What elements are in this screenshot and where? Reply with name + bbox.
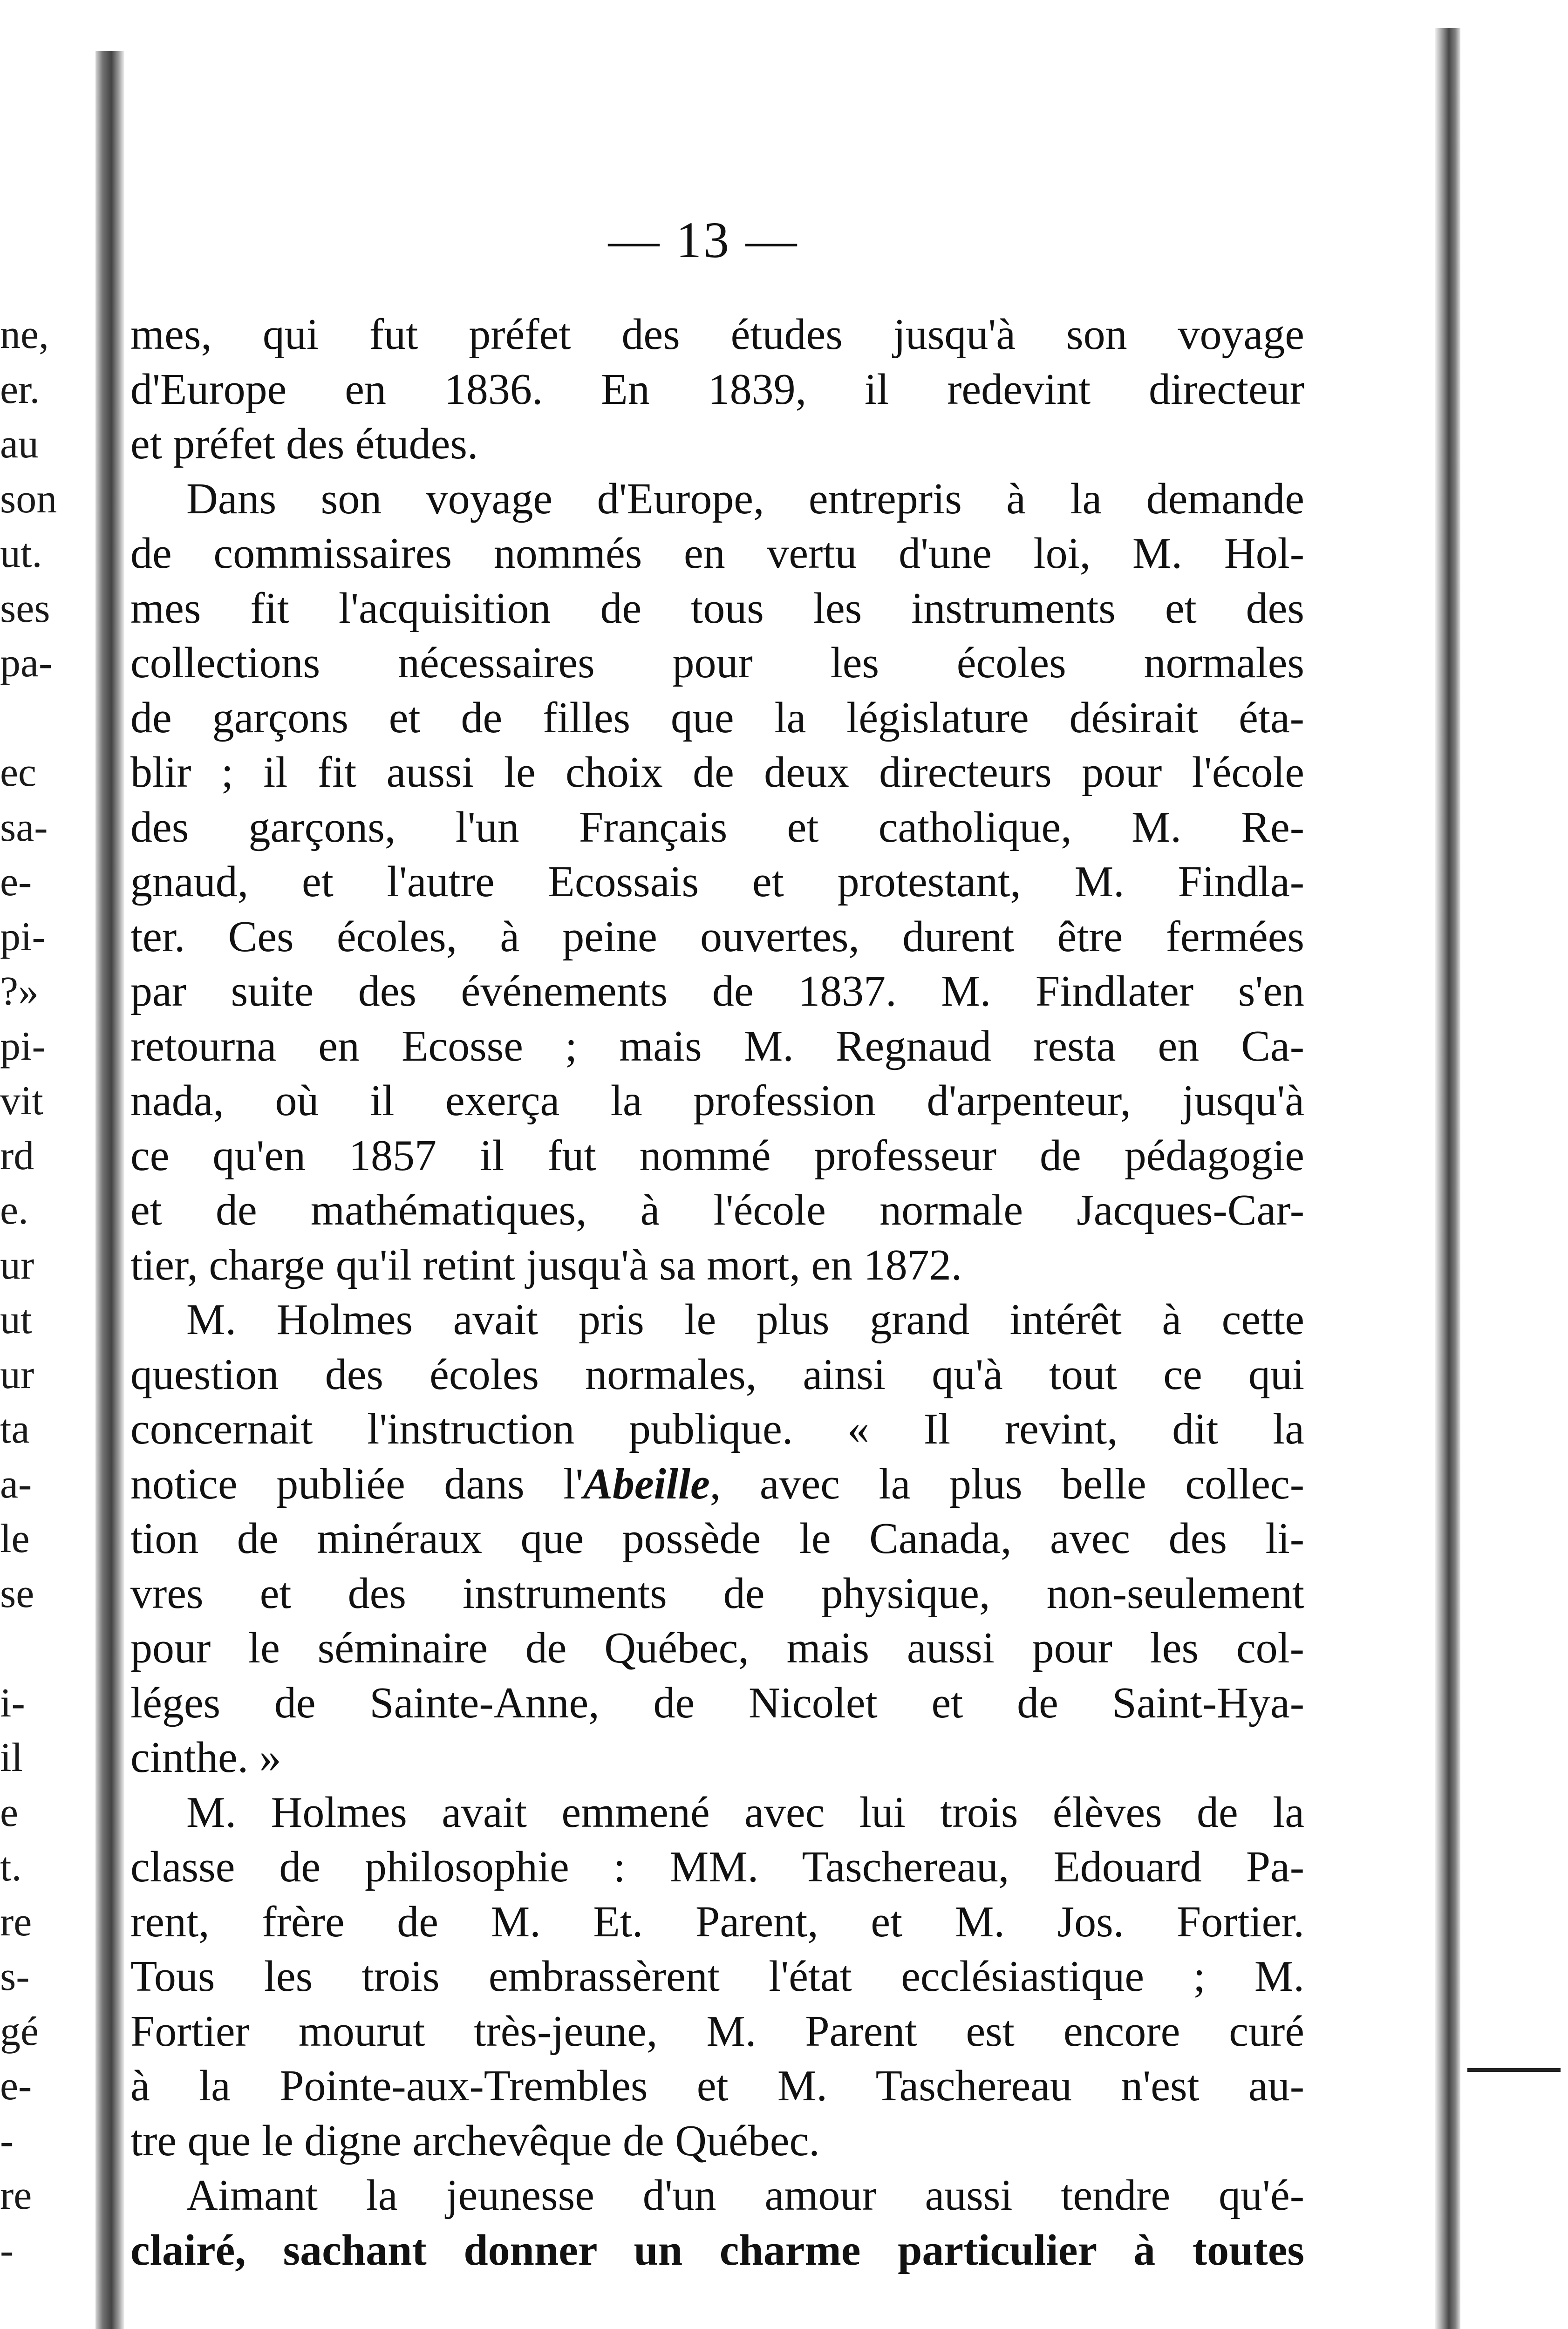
text-line: tion de minéraux que possède le Canada, avec des li-	[130, 1514, 1304, 1563]
text-line: mes, qui fut préfet des études jusqu'à son voyage	[130, 310, 1304, 359]
margin-fragment: -	[0, 2227, 14, 2273]
margin-fragment: pi-	[0, 1023, 46, 1069]
margin-fragment: e-	[0, 2063, 32, 2109]
text-line: mes fit l'acquisition de tous les instruments et des	[130, 584, 1304, 633]
text-line: question des écoles normales, ainsi qu'à tout ce qui	[130, 1350, 1304, 1399]
body-text	[130, 307, 1304, 2278]
margin-fragment: gé	[0, 2009, 39, 2054]
margin-fragment: ec	[0, 750, 37, 795]
margin-fragment: vit	[0, 1078, 43, 1124]
margin-fragment: le	[0, 1516, 30, 1561]
text-line: léges de Sainte-Anne, de Nicolet et de Saint-Hya-	[130, 1678, 1304, 1727]
margin-fragment: pa-	[0, 640, 53, 686]
margin-fragment: re	[0, 2173, 32, 2218]
text-line: tier, charge qu'il retint jusqu'à sa mort, en 1872.	[130, 1240, 962, 1289]
italic-title: Abeille	[583, 1459, 710, 1508]
margin-fragment: e.	[0, 1188, 29, 1233]
text-line: rent, frère de M. Et. Parent, et M. Jos. Fortier.	[130, 1897, 1304, 1946]
text-line: classe de philosophie : MM. Taschereau, Edouard Pa-	[130, 1843, 1304, 1891]
margin-fragment: il	[0, 1735, 23, 1780]
margin-fragment: sa-	[0, 804, 48, 850]
text-line: ter. Ces écoles, à peine ouvertes, durent être fermées	[130, 912, 1304, 961]
margin-fragment	[0, 691, 93, 746]
text-line: de commissaires nommés en vertu d'une loi, M. Hol-	[130, 529, 1304, 578]
margin-fragment: ut	[0, 1297, 32, 1342]
adjacent-page-margin-fragments	[0, 307, 93, 2278]
margin-fragment: ta	[0, 1407, 30, 1452]
margin-fragment: a-	[0, 1461, 32, 1507]
margin-fragment: ?»	[0, 969, 39, 1014]
margin-fragment: ur	[0, 1242, 34, 1288]
margin-fragment: son	[0, 476, 57, 522]
text-line: clairé, sachant donner un charme particulier à toutes	[130, 2226, 1304, 2275]
margin-fragment: ses	[0, 586, 50, 631]
text-line: des garçons, l'un Français et catholique, M. Re-	[130, 803, 1304, 851]
text-segment: notice publiée dans l'	[130, 1459, 584, 1508]
margin-fragment: -	[0, 2118, 14, 2164]
text-line: et préfet des études.	[130, 420, 478, 468]
binding-shadow-left	[95, 51, 124, 2329]
text-line: blir ; il fit aussi le choix de deux directeurs pour l'école	[130, 748, 1304, 797]
text-line: Dans son voyage d'Europe, entrepris à la demande	[186, 474, 1304, 523]
margin-fragment: pi-	[0, 914, 46, 960]
text-line: tre que le digne archevêque de Québec.	[130, 2116, 820, 2165]
binding-shadow-right	[1435, 28, 1460, 2329]
text-line: d'Europe en 1836. En 1839, il redevint directeur	[130, 365, 1304, 414]
margin-fragment: au	[0, 422, 39, 467]
text-line: nada, où il exerça la profession d'arpenteur, jusqu'à	[130, 1076, 1304, 1125]
margin-fragment: e	[0, 1790, 19, 1835]
text-line: M. Holmes avait emmené avec lui trois élèves de la	[186, 1788, 1304, 1837]
margin-fragment: ne,	[0, 312, 49, 357]
text-line: gnaud, et l'autre Ecossais et protestant, M. Findla-	[130, 858, 1304, 906]
text-line: à la Pointe-aux-Trembles et M. Taschereau n'est au-	[130, 2062, 1304, 2110]
text-line: et de mathématiques, à l'école normale Jacques-Car-	[130, 1186, 1304, 1234]
text-line: par suite des événements de 1837. M. Findlater s'en	[130, 967, 1304, 1015]
margin-dash-mark	[1467, 2068, 1561, 2072]
text-line: pour le séminaire de Québec, mais aussi pour les col-	[130, 1624, 1304, 1672]
text-line: concernait l'instruction publique. « Il revint, dit la	[130, 1405, 1304, 1453]
margin-fragment: er.	[0, 367, 40, 412]
text-line: ce qu'en 1857 il fut nommé professeur de pédagogie	[130, 1131, 1304, 1180]
page-number: — 13 —	[608, 211, 799, 268]
text-line: de garçons et de filles que la législature désirait éta-	[130, 693, 1304, 742]
margin-fragment: i-	[0, 1680, 25, 1726]
margin-fragment: s-	[0, 1954, 30, 1999]
text-line: cinthe. »	[130, 1733, 281, 1782]
text-line: Fortier mourut très-jeune, M. Parent est encore curé	[130, 2007, 1304, 2056]
margin-fragment: e-	[0, 859, 32, 905]
margin-fragment	[0, 1621, 93, 1676]
margin-fragment: rd	[0, 1133, 34, 1178]
text-segment: , avec la plus belle collec-	[709, 1459, 1304, 1508]
margin-fragment: se	[0, 1571, 34, 1616]
text-line: retourna en Ecosse ; mais M. Regnaud resta en Ca-	[130, 1021, 1304, 1070]
text-line: M. Holmes avait pris le plus grand intérêt à cette	[186, 1295, 1304, 1344]
text-line: Aimant la jeunesse d'un amour aussi tendre qu'é-	[186, 2171, 1304, 2220]
margin-fragment: ut.	[0, 531, 42, 576]
text-line: collections nécessaires pour les écoles normales	[130, 639, 1304, 687]
text-line	[130, 1457, 1304, 1512]
margin-fragment: ur	[0, 1352, 34, 1397]
text-line: vres et des instruments de physique, non-seulement	[130, 1569, 1304, 1618]
margin-fragment: re	[0, 1899, 32, 1945]
text-line: Tous les trois embrassèrent l'état ecclésiastique ; M.	[130, 1952, 1304, 2001]
margin-fragment: t.	[0, 1845, 22, 1890]
